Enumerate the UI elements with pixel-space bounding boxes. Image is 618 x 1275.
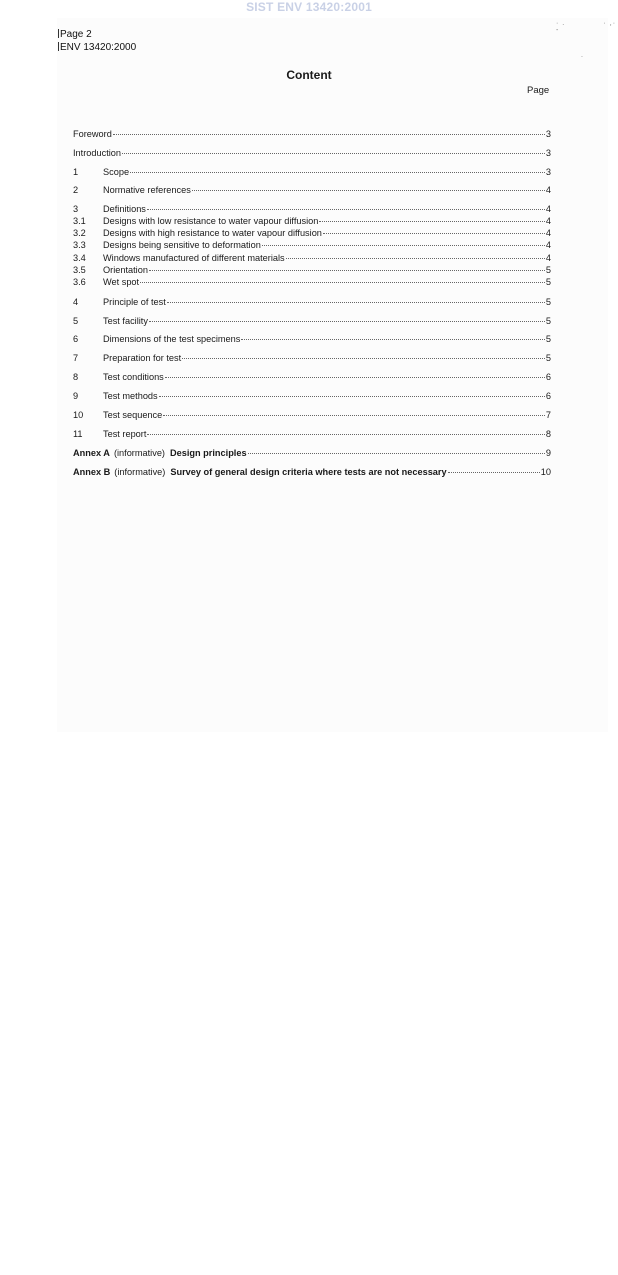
dot-leader [182,358,545,359]
toc-label: Dimensions of the test specimens [103,334,241,344]
toc-label: Wet spot [103,277,140,287]
toc-label: Definitions [103,204,146,214]
toc-entry-definitions[interactable] [73,204,551,215]
toc-number: 3.3 [73,240,86,250]
toc-entry-test-conditions[interactable] [73,372,551,383]
toc-page: 4 [545,228,551,238]
annex-id: Annex B [73,467,111,477]
scan-specks: · . · ,· - [556,20,617,34]
page-column-label: Page [527,85,550,96]
toc-page: 10 [540,467,551,477]
toc-page: 5 [545,265,551,275]
toc-page: 3 [545,167,551,177]
toc-label: Test conditions [103,372,164,382]
page-title: Content [286,68,332,82]
toc-entry-3-6[interactable] [73,277,551,288]
page-number-header: Page 2 [60,29,92,40]
dot-leader [241,339,545,340]
toc-number: 6 [73,334,79,344]
toc-label: Foreword [73,129,112,139]
toc-number: 3.6 [73,277,86,287]
toc-number: 2 [73,185,79,195]
toc-label: Introduction [73,148,122,158]
dot-leader [262,245,545,246]
dot-leader [248,453,545,454]
toc-entry-annex-a[interactable] [73,448,551,459]
toc-label: Test sequence [103,410,163,420]
toc-number: 7 [73,353,79,363]
toc-number: 3 [73,204,79,214]
dot-leader [147,434,544,435]
toc-number: 3.1 [73,216,86,226]
annex-title: Design principles [170,448,247,458]
annex-type: (informative) [113,448,165,458]
dot-leader [149,270,545,271]
toc-number: 8 [73,372,79,382]
toc-page: 5 [545,297,551,307]
toc-entry-test-sequence[interactable] [73,410,551,421]
dot-leader [192,190,545,191]
toc-page: 3 [545,148,551,158]
toc-number: 3.4 [73,253,86,263]
toc-page: 4 [545,216,551,226]
toc-page: 6 [545,372,551,382]
toc-label: Designs being sensitive to deformation [103,240,261,250]
dot-leader [319,221,545,222]
dot-leader [113,134,545,135]
toc-label: Normative references [103,185,191,195]
dot-leader [159,396,545,397]
toc-page: 6 [545,391,551,401]
dot-leader [147,209,545,210]
toc-page: 5 [545,334,551,344]
toc-entry-principle-of-test[interactable] [73,297,551,308]
toc-entry-test-methods[interactable] [73,391,551,402]
toc-label: Scope [103,167,130,177]
toc-entry-introduction[interactable] [73,148,551,159]
document-number-header: ENV 13420:2000 [60,42,137,53]
toc-label: Preparation for test [103,353,182,363]
toc-entry-3-5[interactable] [73,265,551,276]
dot-leader [140,282,545,283]
toc-page: 4 [545,253,551,263]
toc-entry-scope[interactable] [73,167,551,178]
toc-entry-3-2[interactable] [73,228,551,239]
toc-entry-3-1[interactable] [73,216,551,227]
toc-label: Orientation [103,265,148,275]
toc-page: 4 [545,185,551,195]
toc-page: 7 [545,410,551,420]
toc-page: 3 [545,129,551,139]
toc-entry-foreword[interactable] [73,129,551,140]
dot-leader [122,153,545,154]
toc-label: Test methods [103,391,158,401]
toc-page: 4 [545,240,551,250]
toc-label: Windows manufactured of different materials [103,253,285,263]
toc-number: 3.5 [73,265,86,275]
toc-label: Designs with low resistance to water vapour diffusion [103,216,319,226]
toc-entry-3-4[interactable] [73,253,551,264]
toc-page: 8 [545,429,551,439]
dot-leader [323,233,545,234]
toc-label: Test report [103,429,147,439]
watermark: SIST ENV 13420:2001 [246,0,372,14]
dot-leader [286,258,545,259]
dot-leader [165,377,545,378]
toc-number: 3.2 [73,228,86,238]
annex-type: (informative) [114,467,166,477]
scan-speck: . [581,52,584,59]
annex-title: Survey of general design criteria where tests are not necessary [170,467,447,477]
toc-entry-3-3[interactable] [73,240,551,251]
toc-number: 5 [73,316,79,326]
toc-page: 4 [545,204,551,214]
toc-number: 4 [73,297,79,307]
toc-number: 11 [73,429,83,439]
toc-entry-test-facility[interactable] [73,316,551,327]
dot-leader [130,172,545,173]
dot-leader [448,472,540,473]
toc-number: 1 [73,167,79,177]
toc-label: Principle of test [103,297,166,307]
toc-label: Designs with high resistance to water vapour diffusion [103,228,322,238]
annex-id: Annex A [73,448,110,458]
toc-page: 5 [545,277,551,287]
toc-page: 9 [545,448,551,458]
dot-leader [167,302,545,303]
dot-leader [149,321,545,322]
toc-number: 9 [73,391,79,401]
toc-number: 10 [73,410,84,420]
toc-entry-dimensions[interactable] [73,334,551,345]
toc-entry-test-report[interactable] [73,429,551,440]
toc-page: 5 [545,353,551,363]
toc-page: 5 [545,316,551,326]
toc-label: Test facility [103,316,148,326]
toc-entry-preparation[interactable] [73,353,551,364]
dot-leader [163,415,545,416]
toc-entry-normative-references[interactable] [73,185,551,196]
toc-entry-annex-b[interactable] [73,467,551,478]
